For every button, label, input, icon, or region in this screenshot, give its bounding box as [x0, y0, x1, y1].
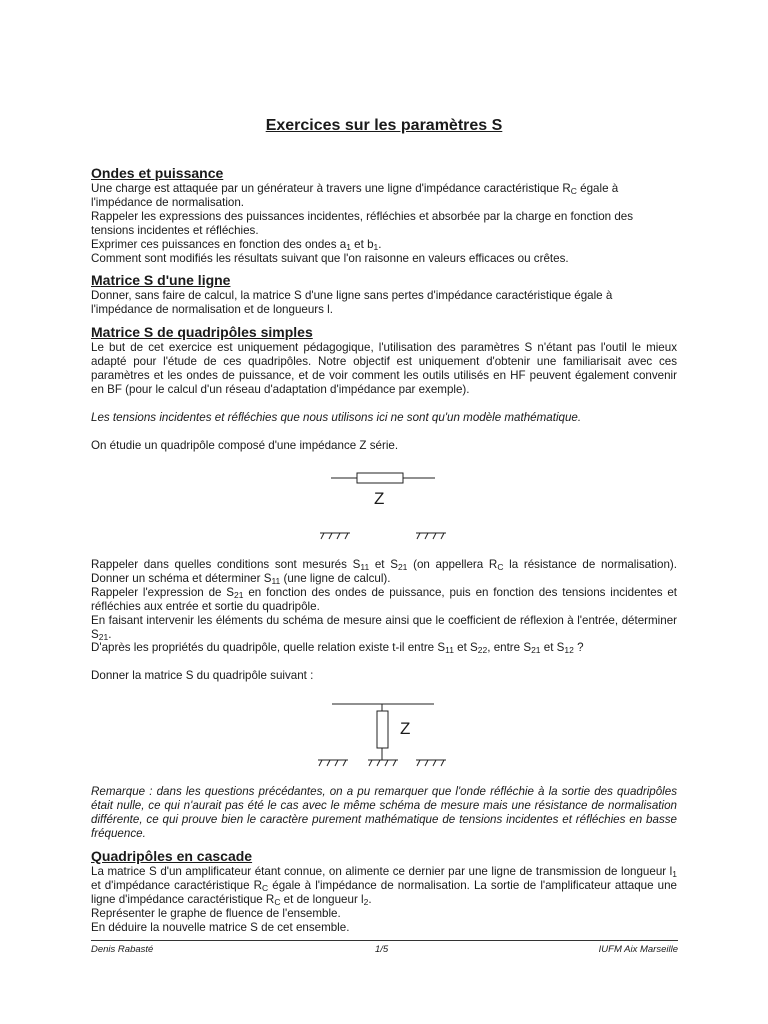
section-heading: Matrice S d'une ligne: [91, 272, 231, 288]
paragraph: En faisant intervenir les éléments du schéma de mesure ainsi que le coefficient de réflexion à l'entrée, déterminer $S_{21}$.: [91, 613, 677, 642]
footer-author: Denis Rabasté: [91, 944, 154, 955]
paragraph: Représenter le graphe de fluence de l'ensemble.: [91, 906, 341, 920]
page-footer: [91, 940, 678, 955]
series-impedance-diagram: [320, 466, 450, 542]
section-ondes: [91, 165, 677, 265]
shunt-impedance-diagram: [318, 698, 448, 770]
section-heading: Matrice S de quadripôles simples: [91, 324, 313, 340]
paragraph: Exprimer ces puissances en fonction des ondes $a_1$ et $b_1$.: [91, 237, 382, 252]
section-quadripoles-questions: [91, 558, 677, 683]
impedance-label: Z: [374, 489, 385, 508]
paragraph-italic: Les tensions incidentes et réfléchies que nous utilisons ici ne sont qu'un modèle mathématique.: [91, 410, 582, 424]
impedance-label: Z: [400, 719, 411, 738]
paragraph: En déduire la nouvelle matrice S de cet ensemble.: [91, 920, 350, 934]
remark: Remarque : dans les questions précédantes, on a pu remarquer que l'onde réfléchie à la sortie des quadripôles était nulle, ce qui n'aurait pas été le cas avec le même schéma de mesure mais une résistance de normalisation différente, ce qui prouve bien le caractère purement mathématique de tensions incidentes et réfléchies en basse fréquence.: [91, 785, 677, 840]
paragraph: Comment sont modifiés les résultats suivant que l'on raisonne en valeurs efficaces ou crêtes.: [91, 251, 569, 265]
footer-organization: IUFM Aix Marseille: [598, 944, 678, 955]
paragraph: On étudie un quadripôle composé d'une impédance Z série.: [91, 438, 399, 452]
paragraph: D'après les propriétés du quadripôle, quelle relation existe t-il entre $S_{11}$ et $S_{22}$, entre $S_{21}$ et $S_{12}$ ?: [91, 641, 584, 656]
paragraph: Rappeler dans quelles conditions sont mesurés $S_{11}$ et $S_{21}$ (on appellera $R_C$ la résistance de normalisation). Donner un schéma et déterminer $S_{11}$ (une ligne de calcul).: [91, 558, 677, 586]
section-cascade: [91, 848, 677, 935]
section-quadripoles: [91, 324, 677, 452]
section-heading: Ondes et puissance: [91, 165, 224, 181]
page-title: Exercices sur les paramètres S: [265, 117, 503, 134]
paragraph: Rappeler les expressions des puissances incidentes, réfléchies et absorbée par la charge en fonction des tensions incidentes et réfléchies.: [91, 209, 634, 237]
paragraph: Donner la matrice S du quadripôle suivant :: [91, 669, 314, 683]
paragraph: Rappeler l'expression de $S_{21}$ en fonction des ondes de puissance, puis en fonction des tensions incidentes et réfléchies aux entrée et sortie du quadripôle.: [91, 585, 677, 613]
paragraph: Donner, sans faire de calcul, la matrice S d'une ligne sans pertes d'impédance caractéristique égale à l'impédance de normalisation et de longueurs l.: [91, 289, 613, 316]
section-ligne: [91, 272, 677, 317]
section-heading: Quadripôles en cascade: [91, 848, 253, 864]
paragraph: La matrice S d'un amplificateur étant connue, on alimente ce dernier par une ligne de transmission de longueur $l_1$ et d'impédance caractéristique $R_C$ égale à l'impédance de normalisation. La sortie de l'amplificateur attaque une ligne d'impédance caractéristique $R_C$ et de longueur $l_2$.: [91, 865, 677, 907]
paragraph: Une charge est attaquée par un générateur à travers une ligne d'impédance caractéristique $R_C$ égale à l'impédance de normalisation.: [91, 182, 619, 209]
paragraph: Le but de cet exercice est uniquement pédagogique, l'utilisation des paramètres S n'étant pas l'outil le mieux adapté pour l'étude de ces quadripôles. Notre objectif est uniquement d'obtenir une familiarisait avec ces paramètres et les ondes de puissance, et de voir comment les outils utilisés en HF peuvent également convenir en BF (pour le calcul d'un réseau d'adaptation d'impédance par exemple).: [91, 341, 677, 396]
footer-page-number: 1/5: [375, 944, 389, 955]
